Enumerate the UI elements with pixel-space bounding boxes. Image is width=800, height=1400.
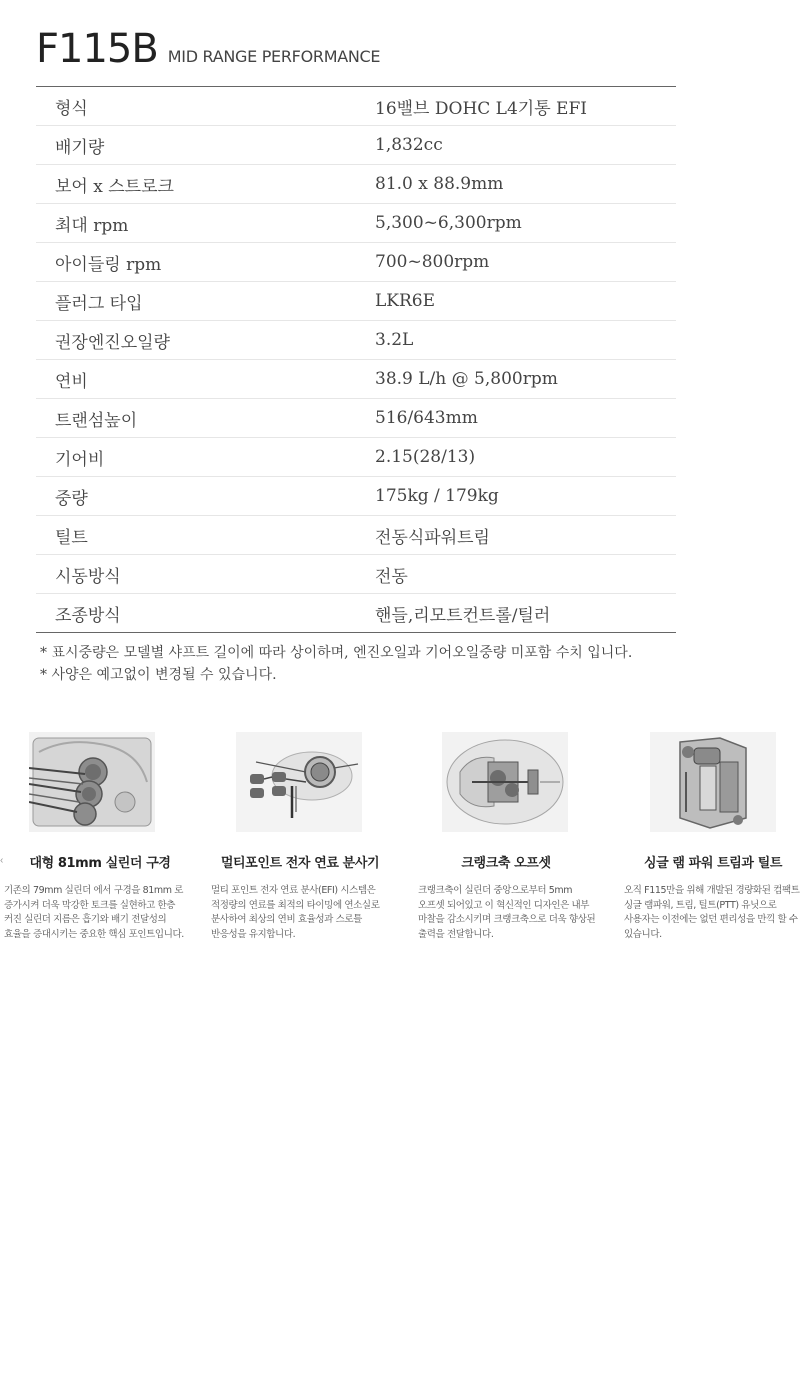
spec-row bbox=[36, 282, 676, 321]
spec-value: 3.2L bbox=[375, 330, 414, 350]
spec-label: 연비 bbox=[55, 371, 88, 392]
spec-value: 핸들,리모트컨트롤/틸러 bbox=[375, 605, 551, 626]
spec-label: 기어비 bbox=[55, 449, 105, 470]
model-subtitle: MID RANGE PERFORMANCE bbox=[167, 47, 381, 66]
spec-label: 트랜섬높이 bbox=[55, 410, 138, 431]
fuel-injector-image bbox=[236, 732, 362, 832]
spec-row bbox=[36, 243, 676, 282]
feature-line: 분사하여 최상의 연비 효율성과 스로틀 bbox=[211, 914, 362, 925]
feature-title: 크랭크축 오프셋 bbox=[461, 856, 551, 871]
feature-description bbox=[4, 884, 190, 942]
cylinder-bore-image bbox=[29, 732, 155, 832]
feature-description bbox=[211, 884, 397, 942]
spec-value: 175kg / 179kg bbox=[375, 486, 499, 506]
spec-value: 16밸브 DOHC L4기통 EFI bbox=[375, 98, 587, 119]
power-trim-image bbox=[650, 732, 776, 832]
spec-label: 보어 x 스트로크 bbox=[55, 176, 174, 197]
note-weight: * 표시중량은 모델별 샤프트 길이에 따라 상이하며, 엔진오일과 기어오일중량 미포함 수치 입니다. bbox=[40, 645, 633, 661]
feature-line: 사용자는 이전에는 없던 편리성을 만끽 할 수 bbox=[624, 914, 798, 925]
spec-label: 아이들링 rpm bbox=[55, 254, 162, 275]
feature-line: 오프셋 되어있고 이 혁신적인 디자인은 내부 bbox=[418, 899, 590, 911]
spec-value: 38.9 L/h @ 5,800rpm bbox=[375, 369, 558, 389]
page-header bbox=[36, 26, 380, 72]
spec-row bbox=[36, 477, 676, 516]
spec-label: 권장엔진오일량 bbox=[55, 332, 170, 353]
spec-value: 전동 bbox=[375, 566, 408, 587]
feature-line: 반응성을 유지합니다. bbox=[211, 928, 296, 940]
spec-value: LKR6E bbox=[375, 291, 436, 311]
spec-value: 81.0 x 88.9mm bbox=[375, 174, 504, 194]
feature-line: 오직 F115만을 위해 개발된 경량화된 컴팩트 bbox=[624, 885, 800, 896]
spec-label: 틸트 bbox=[55, 527, 88, 548]
spec-label: 최대 rpm bbox=[55, 215, 129, 236]
spec-label: 중량 bbox=[55, 488, 88, 509]
spec-row bbox=[36, 516, 676, 555]
spec-value: 700~800rpm bbox=[375, 252, 490, 272]
spec-notes bbox=[40, 642, 632, 686]
feature-section bbox=[0, 732, 800, 962]
spec-value: 5,300~6,300rpm bbox=[375, 213, 522, 233]
feature-description bbox=[624, 884, 800, 942]
feature-line: 멀티 포인트 전자 연료 분사(EFI) 시스템은 bbox=[211, 885, 376, 896]
spec-row bbox=[36, 204, 676, 243]
spec-value: 전동식파워트림 bbox=[375, 527, 490, 548]
feature-line: 증가시켜 더욱 막강한 토크를 실현하고 한층 bbox=[4, 899, 176, 911]
feature-line: 크랭크축이 실린더 중앙으로부터 5mm bbox=[418, 885, 573, 896]
spec-row bbox=[36, 399, 676, 438]
feature-line: 있습니다. bbox=[624, 928, 662, 940]
feature-description bbox=[418, 884, 604, 942]
spec-row bbox=[36, 360, 676, 399]
note-change: * 사양은 예고없이 변경될 수 있습니다. bbox=[40, 667, 277, 683]
spec-label: 형식 bbox=[55, 98, 88, 119]
spec-row bbox=[36, 87, 676, 126]
spec-row bbox=[36, 438, 676, 477]
spec-row bbox=[36, 321, 676, 360]
spec-value: 2.15(28/13) bbox=[375, 447, 476, 467]
spec-row bbox=[36, 594, 676, 632]
feature-line: 마찰을 감소시키며 크랭크축으로 더욱 향상된 bbox=[418, 914, 596, 925]
model-name: F115B bbox=[36, 26, 158, 72]
edge-arrow-icon: ‹ bbox=[0, 855, 4, 866]
spec-label: 조종방식 bbox=[55, 605, 121, 626]
feature-line: 싱글 램파워, 트림, 틸트(PTT) 유닛으로 bbox=[624, 899, 777, 911]
spec-row bbox=[36, 165, 676, 204]
feature-title: 멀티포인트 전자 연료 분사기 bbox=[220, 856, 380, 871]
feature-title: 싱글 램 파워 트림과 틸트 bbox=[643, 856, 783, 871]
feature-title: 대형 81mm 실린더 구경 bbox=[29, 856, 171, 871]
spec-table bbox=[36, 86, 676, 633]
feature-line: 적정량의 연료를 최적의 타이밍에 연소실로 bbox=[211, 899, 380, 911]
feature-line: 기존의 79mm 실린더 에서 구경을 81mm 로 bbox=[4, 885, 184, 896]
crankshaft-offset-image bbox=[442, 732, 568, 832]
spec-row bbox=[36, 126, 676, 165]
spec-row bbox=[36, 555, 676, 594]
feature-line: 효율을 증대시키는 중요한 핵심 포인트입니다. bbox=[4, 928, 184, 940]
spec-label: 시동방식 bbox=[55, 566, 121, 587]
spec-value: 516/643mm bbox=[375, 408, 478, 428]
feature-line: 출력을 전달합니다. bbox=[418, 928, 494, 940]
spec-label: 플러그 타입 bbox=[55, 293, 143, 314]
feature-line: 커진 실린더 지름은 흡기와 배기 전달성의 bbox=[4, 914, 167, 925]
spec-label: 배기량 bbox=[55, 137, 105, 158]
spec-value: 1,832cc bbox=[375, 135, 443, 155]
